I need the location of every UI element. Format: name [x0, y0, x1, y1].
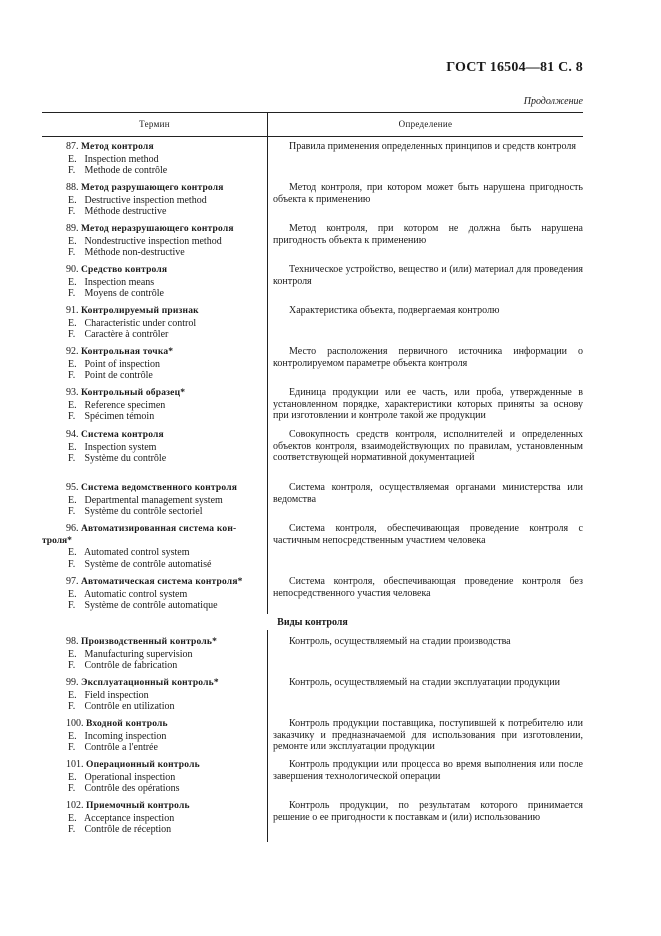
term-definition: Система контроля, осуществляемая органами министерства или ведомства — [273, 482, 583, 505]
term-ru: Средство контроля — [81, 265, 168, 275]
term-en: E. Inspection system — [68, 441, 157, 453]
column-divider-lower — [267, 630, 268, 842]
term-ru: Входной контроль — [86, 719, 168, 729]
term-title: 98. Производственный контроль* — [66, 636, 218, 647]
term-en: E. Automatic control system — [68, 588, 188, 600]
term-fr: F. Méthode destructive — [68, 206, 167, 218]
term-fr: F. Contrôle de fabrication — [68, 660, 178, 672]
term-definition: Контроль продукции поставщика, поступившей к потребителю или заказчику и предназначаемой для использования при изготовлении, ремонте или эксплуатации продукции — [273, 718, 583, 753]
term-title: 92. Контрольная точка* — [66, 346, 174, 357]
column-header-term: Термин — [139, 119, 170, 129]
page-header: ГОСТ 16504—81 С. 8 — [446, 60, 583, 75]
continuation-label: Продолжение — [523, 96, 583, 107]
term-fr: F. Contrôle a l'entrée — [68, 742, 158, 754]
term-ru: Производственный контроль* — [81, 637, 218, 647]
term-ru: Автоматизированная система кон- — [81, 524, 237, 534]
term-fr: F. Methode de contrôle — [68, 165, 168, 177]
term-definition: Место расположения первичного источника информации о контролируемом параметре объекта контроля — [273, 346, 583, 369]
table-header-rule — [42, 136, 583, 137]
term-fr: F. Moyens de contrôle — [68, 288, 164, 300]
column-header-definition: Определение — [398, 119, 453, 129]
term-ru: Система ведомственного контроля — [81, 483, 238, 493]
term-fr: F. Système du contrôle — [68, 453, 167, 465]
term-block — [42, 141, 264, 177]
term-en: E. Reference specimen — [68, 399, 166, 411]
term-definition: Правила применения определенных принципов и средств контроля — [289, 141, 576, 152]
term-ru: Приемочный контроль — [86, 801, 190, 811]
term-title: 95. Система ведомственного контроля — [66, 482, 238, 493]
term-title: 100. Входной контроль — [66, 718, 168, 729]
term-block — [42, 800, 264, 836]
term-block — [42, 182, 264, 218]
term-fr: F. Méthode non-destructive — [68, 247, 185, 259]
term-block — [42, 482, 264, 518]
term-ru: Метод разрушающего контроля — [81, 183, 224, 193]
term-fr: F. Contrôle des opérations — [68, 783, 180, 795]
term-definition: Метод контроля, при котором не должна быть нарушена пригодность объекта к применению — [273, 223, 583, 246]
term-en: E. Characteristic under control — [68, 317, 197, 329]
term-en: E. Inspection method — [68, 153, 159, 165]
term-block — [42, 305, 264, 341]
term-en: E. Acceptance inspection — [68, 812, 175, 824]
term-definition: Система контроля, обеспечивающая проведение контроля без непосредственного участия человека — [273, 576, 583, 599]
term-title — [42, 141, 264, 154]
term-block — [42, 677, 264, 713]
term-title: 97. Автоматическая система контроля* — [66, 576, 243, 587]
term-title: 102. Приемочный контроль — [66, 800, 190, 811]
term-en: E. Point of inspection — [68, 358, 161, 370]
term-en: E. Automated control system — [68, 547, 190, 559]
term-block — [42, 523, 264, 570]
term-en: E. Manufacturing supervision — [68, 648, 193, 660]
column-divider — [267, 112, 268, 614]
term-block — [42, 759, 264, 795]
table-top-rule — [42, 112, 583, 113]
term-block — [42, 718, 264, 754]
term-en: E. Destructive inspection method — [68, 194, 207, 206]
term-fr: F. Caractère à contrôler — [68, 329, 169, 341]
term-definition: Контроль продукции или процесса во время выполнения или после завершения технологической операции — [273, 759, 583, 782]
term-ru: Операционный контроль — [86, 760, 200, 770]
term-ru: Метод неразрушающего контроля — [81, 224, 234, 234]
term-en: E. Field inspection — [68, 689, 149, 701]
term-ru: Эксплуатационный контроль* — [81, 678, 219, 688]
term-block — [42, 636, 264, 672]
term-number: 87. — [66, 141, 79, 152]
term-ru: Контролируемый признак — [81, 306, 199, 316]
term-fr: F. Point de contrôle — [68, 370, 153, 382]
term-definition: Система контроля, обеспечивающая проведение контроля с частичным непосредственным участием человека — [273, 523, 583, 546]
term-fr: F. Contrôle en utilization — [68, 701, 175, 713]
term-en: E. Inspection means — [68, 276, 155, 288]
term-title: 91. Контролируемый признак — [66, 305, 199, 316]
term-definition: Контроль продукции, по результатам которого принимается решение о ее пригодности к поставкам и (или) использованию — [273, 800, 583, 823]
term-title: 99. Эксплуатационный контроль* — [66, 677, 219, 688]
term-ru: Система контроля — [81, 430, 164, 440]
term-fr: F. Système de contrôle automatisé — [68, 558, 212, 570]
section-title: Виды контроля — [277, 617, 348, 628]
term-en: E. Nondestructive inspection method — [68, 235, 222, 247]
term-definition: Контроль, осуществляемый на стадии эксплуатации продукции — [289, 677, 560, 688]
term-title: 89. Метод неразрушающего контроля — [66, 223, 234, 234]
term-fr: F. Système du contrôle sectoriel — [68, 506, 203, 518]
term-definition: Техническое устройство, вещество и (или) материал для проведения контроля — [273, 264, 583, 287]
term-definition: Совокупность средств контроля, исполнителей и определенных объектов контроля, взаимодействующих по правилам, установленным соответствующей нормативной документацией — [273, 429, 583, 464]
term-fr: F. Spécimen témoin — [68, 411, 155, 423]
term-ru: Контрольный образец* — [81, 388, 186, 398]
term-block — [42, 387, 264, 423]
term-title: 88. Метод разрушающего контроля — [66, 182, 224, 193]
term-fr: F. Contrôle de réception — [68, 824, 172, 836]
term-title: 93. Контрольный образец* — [66, 387, 186, 398]
term-definition: Контроль, осуществляемый на стадии производства — [289, 636, 511, 647]
term-title: 94. Система контроля — [66, 429, 164, 440]
term-block — [42, 223, 264, 259]
term-en: E. Incoming inspection — [68, 730, 167, 742]
term-definition: Единица продукции или ее часть, или проба, утвержденные в установленном порядке, характеристики которых приняты за основу при изготовлении и контроле такой же продукции — [273, 387, 583, 422]
term-ru: Контрольная точка* — [81, 347, 174, 357]
term-ru-continued: троля* — [42, 535, 72, 546]
term-en: E. Operational inspection — [68, 771, 176, 783]
term-title: 101. Операционный контроль — [66, 759, 200, 770]
term-block — [42, 429, 264, 465]
term-block — [42, 346, 264, 382]
term-block — [42, 576, 264, 612]
term-definition: Характеристика объекта, подвергаемая контролю — [289, 305, 500, 316]
term-block — [42, 264, 264, 300]
term-en: E. Departmental management system — [68, 494, 223, 506]
term-ru: Автоматическая система контроля* — [81, 577, 243, 587]
term-title: 96. Автоматизированная система кон- — [66, 523, 237, 534]
term-fr: F. Système de contrôle automatique — [68, 600, 218, 612]
term-title: 90. Средство контроля — [66, 264, 168, 275]
term-ru: Метод контроля — [81, 142, 154, 152]
term-definition: Метод контроля, при котором может быть нарушена пригодность объекта к применению — [273, 182, 583, 205]
